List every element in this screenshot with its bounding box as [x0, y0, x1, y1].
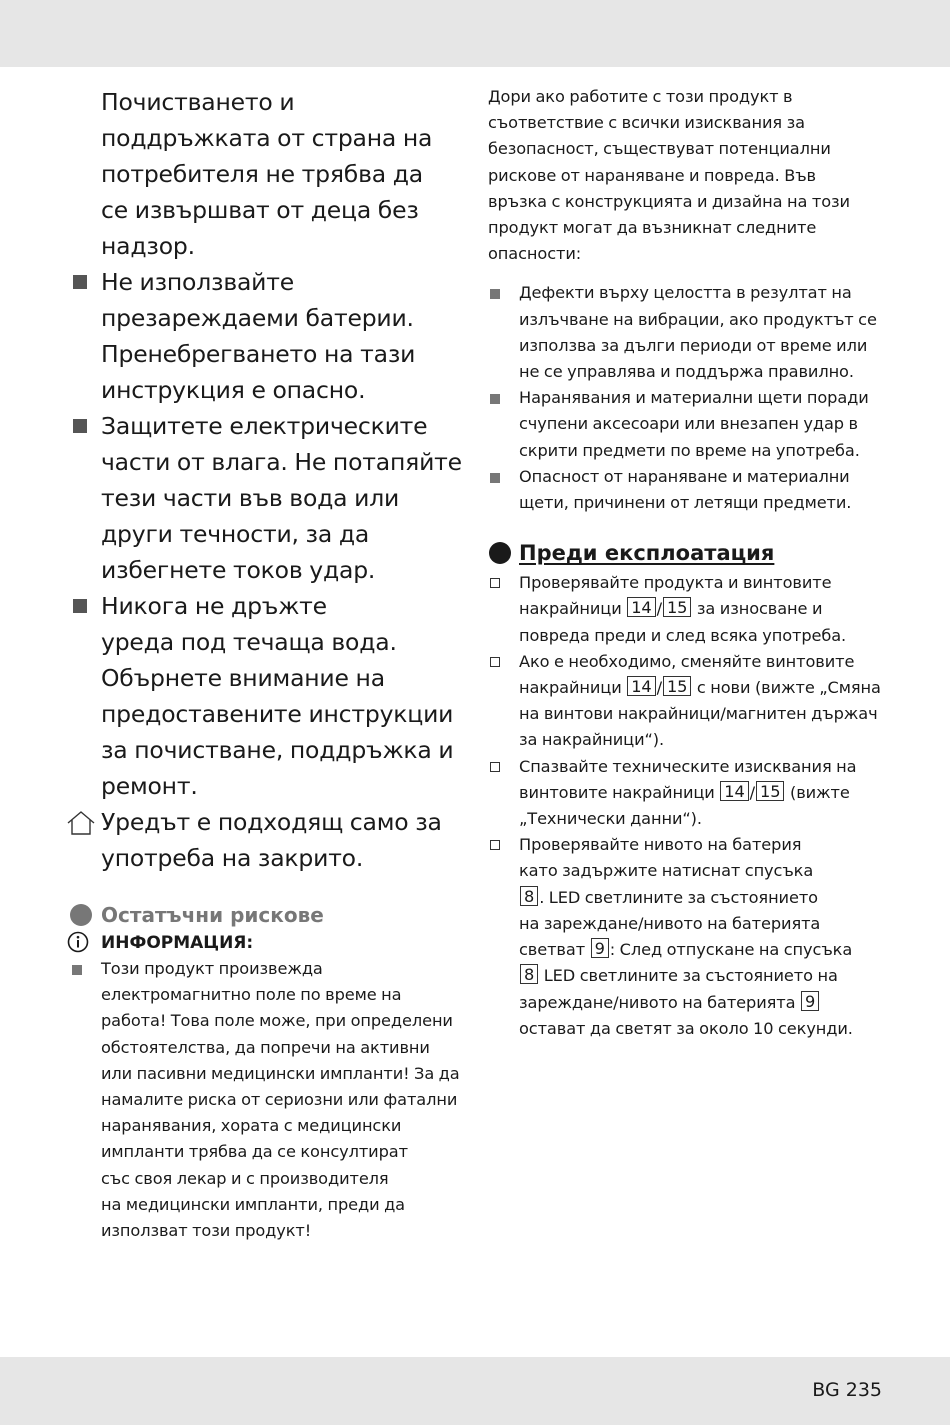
checklist-item-battery — [488, 832, 898, 1042]
text-line: Никога не дръжте — [101, 592, 327, 620]
text-span: за износване и — [696, 599, 823, 619]
text-line: използва за дълги периоди от време или — [519, 335, 868, 355]
text-span: накрайници — [519, 678, 622, 698]
risks-intro — [488, 84, 898, 267]
text-line — [519, 963, 898, 989]
text-line: повреда преди и след всяка употреба. — [519, 625, 847, 645]
info-heading — [70, 930, 470, 956]
text-line: счупени аксесоари или внезапен удар в — [519, 414, 858, 434]
text-line: Защитете електрическите — [101, 412, 428, 440]
text-line: други течности, за да — [101, 520, 370, 548]
text-line — [519, 885, 898, 911]
text-line: продукт могат да възникнат следните — [488, 218, 817, 238]
square-bullet-icon — [73, 419, 87, 433]
text-line: Опасност от нараняване и материални — [519, 466, 850, 486]
section-dot-icon — [70, 904, 92, 926]
text-line: Спазвайте техническите изисквания на — [519, 756, 857, 776]
square-bullet-icon — [72, 965, 82, 975]
text-line: предоставените инструкции — [101, 700, 454, 728]
text-span: накрайници — [519, 599, 622, 619]
section-title: Преди експлоатация — [519, 541, 775, 566]
part-number-box: 14 — [627, 597, 655, 617]
text-line: надзор. — [101, 232, 195, 260]
text-line: опасности: — [488, 244, 582, 264]
risk-item-vibration — [488, 280, 898, 385]
info-title: ИНФОРМАЦИЯ: — [101, 933, 254, 953]
section-dot-icon — [489, 542, 511, 564]
text-span: . LED светлините за състоянието — [539, 887, 818, 907]
text-span: (вижте — [789, 782, 850, 802]
checkbox-icon — [490, 840, 500, 850]
text-span: : След отпускане на спусъка — [609, 940, 853, 960]
right-column — [488, 84, 898, 1042]
part-number-box: 8 — [520, 886, 538, 906]
text-span: с нови (вижте „Смяна — [696, 678, 881, 698]
text-line: Почистването и — [101, 88, 295, 116]
text-line: употреба на закрито. — [101, 844, 364, 872]
bullet-moisture — [70, 408, 470, 588]
text-line: връзка с конструкцията и дизайна на този — [488, 191, 850, 211]
section-heading-before-use — [488, 538, 898, 568]
text-line: Ако е необходимо, сменяйте винтовите — [519, 651, 855, 671]
text-line: Уредът е подходящ само за — [101, 808, 442, 836]
text-line — [519, 990, 898, 1016]
checklist-item-tech-req — [488, 754, 898, 833]
text-line: Проверявайте продукта и винтовите — [519, 573, 832, 593]
text-line: за почистване, поддръжка и — [101, 736, 454, 764]
text-line: уреда под течаща вода. — [101, 628, 397, 656]
square-bullet-icon — [73, 599, 87, 613]
text-line: Обърнете внимание на — [101, 664, 385, 692]
text-line — [519, 675, 898, 701]
text-line: „Технически данни“). — [519, 809, 702, 829]
text-span: / — [749, 782, 756, 802]
text-line: Наранявания и материални щети поради — [519, 388, 869, 408]
text-line: използват този продукт! — [101, 1221, 312, 1241]
checklist-item-inspect — [488, 570, 898, 649]
indoor-house-icon — [66, 810, 98, 836]
text-line — [519, 937, 898, 963]
text-line: части от влага. Не потапяйте — [101, 448, 462, 476]
text-line: Дефекти върху целостта в резултат на — [519, 283, 852, 303]
text-line: Проверявайте нивото на батерия — [519, 835, 802, 855]
text-line: поддръжката от страна на — [101, 124, 433, 152]
text-line: безопасност, съществуват потенциални — [488, 139, 831, 159]
text-span: зареждане/нивото на батерията — [519, 992, 796, 1012]
text-line: работа! Това поле може, при определени — [101, 1011, 453, 1031]
part-number-box: 8 — [520, 964, 538, 984]
text-span: / — [656, 599, 662, 619]
info-icon — [67, 931, 89, 953]
text-line: съответствие с всички изисквания за — [488, 113, 805, 133]
text-line: скрити предмети по време на употреба. — [519, 440, 860, 460]
text-line: Не използвайте — [101, 268, 294, 296]
square-bullet-icon — [73, 275, 87, 289]
text-line — [519, 596, 898, 622]
checkbox-icon — [490, 657, 500, 667]
part-number-box: 15 — [663, 597, 691, 617]
text-line: избегнете токов удар. — [101, 556, 376, 584]
text-span: светват — [519, 940, 586, 960]
text-line: импланти трябва да се консултират — [101, 1142, 408, 1162]
text-line: не се управлява и поддържа правилно. — [519, 362, 854, 382]
text-line: презареждаеми батерии. — [101, 304, 414, 332]
checklist-item-replace — [488, 649, 898, 754]
square-bullet-icon — [490, 473, 500, 483]
text-line: рискове от нараняване и повреда. Във — [488, 165, 816, 185]
text-line: или пасивни медицински импланти! За да — [101, 1063, 460, 1083]
page-number: BG 235 — [812, 1379, 882, 1401]
text-line: Този продукт произвежда — [101, 959, 323, 978]
checkbox-icon — [490, 762, 500, 772]
text-line: потребителя не трябва да — [101, 160, 423, 188]
square-bullet-icon — [490, 289, 500, 299]
text-span: LED светлините за състоянието на — [543, 966, 838, 986]
part-number-box: 15 — [756, 781, 784, 801]
checkbox-icon — [490, 578, 500, 588]
part-number-box: 15 — [663, 676, 691, 696]
text-line: на зареждане/нивото на батерията — [519, 913, 821, 933]
top-band — [0, 0, 950, 67]
text-line: като задържите натиснат спусъка — [519, 861, 814, 881]
text-span: / — [656, 678, 662, 698]
text-line: наранявания, хората с медицински — [101, 1116, 402, 1136]
text-line — [519, 780, 898, 806]
risk-item-accessories — [488, 385, 898, 464]
section-heading-residual-risks — [70, 900, 470, 930]
text-line: електромагнитно поле по време на — [101, 985, 402, 1005]
text-span: винтовите накрайници — [519, 782, 715, 802]
bullet-running-water — [70, 588, 470, 804]
part-number-box: 14 — [627, 676, 655, 696]
text-line: излъчване на вибрации, ако продуктът се — [519, 309, 877, 329]
section-title: Остатъчни рискове — [101, 903, 324, 927]
square-bullet-icon — [490, 394, 500, 404]
text-line: на медицински импланти, преди да — [101, 1194, 405, 1214]
text-line: Пренебрегването на тази — [101, 340, 416, 368]
part-number-box: 9 — [591, 938, 609, 958]
text-line: тези части във вода или — [101, 484, 400, 512]
part-number-box: 14 — [720, 781, 748, 801]
text-line: обстоятелства, да попречи на активни — [101, 1037, 430, 1057]
text-line: намалите риска от сериозни или фатални — [101, 1090, 458, 1110]
bullet-batteries — [70, 264, 470, 408]
text-line: за накрайници“). — [519, 730, 665, 750]
text-line: със своя лекар и с производителя — [101, 1168, 389, 1188]
footer-band — [0, 1357, 950, 1425]
text-line: се извършват от деца без — [101, 196, 419, 224]
risk-item-flying-objects — [488, 464, 898, 516]
text-line: на винтови накрайници/магнитен държач — [519, 704, 878, 724]
info-bullet — [70, 956, 470, 1244]
text-line: щети, причинени от летящи предмети. — [519, 493, 852, 513]
part-number-box: 9 — [801, 991, 819, 1011]
cleaning-paragraph — [70, 84, 470, 264]
text-line: ремонт. — [101, 772, 198, 800]
left-column — [70, 84, 470, 1244]
text-line: остават да светят за около 10 секунди. — [519, 1018, 853, 1038]
indoor-use-note — [70, 804, 470, 876]
text-line: инструкция е опасно. — [101, 376, 366, 404]
text-line: Дори ако работите с този продукт в — [488, 87, 793, 106]
